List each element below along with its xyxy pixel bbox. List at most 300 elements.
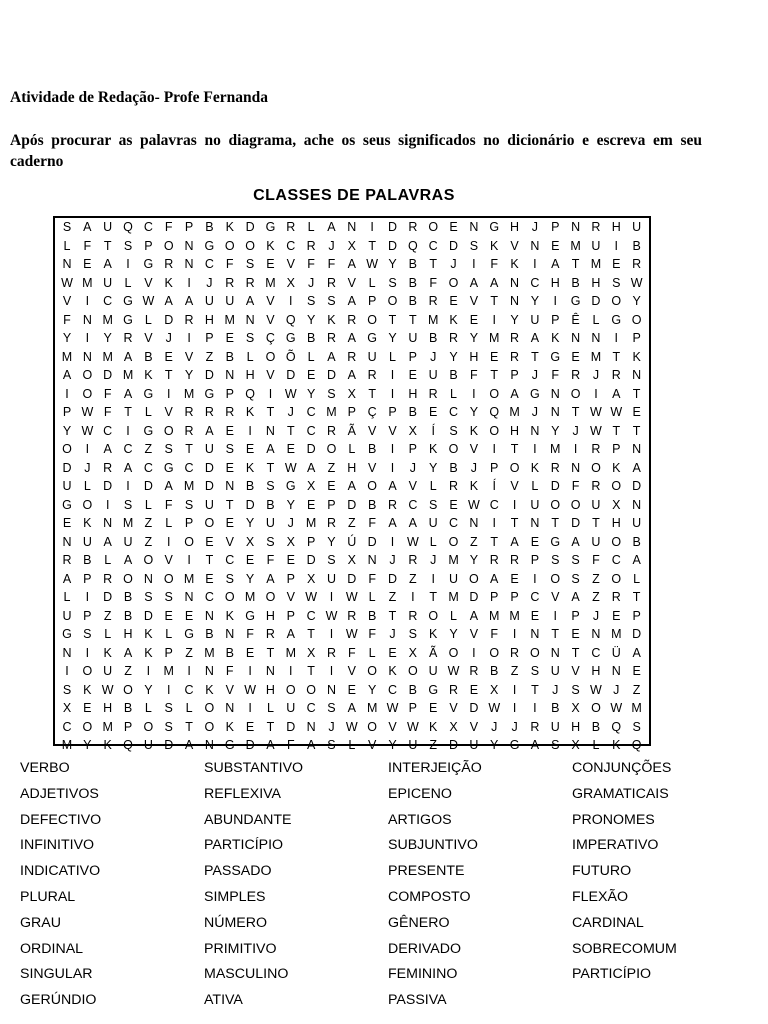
grid-letter[interactable]: Ç — [265, 331, 275, 345]
grid-letter[interactable]: B — [266, 497, 275, 512]
grid-letter[interactable]: V — [62, 294, 72, 308]
grid-letter[interactable]: K — [469, 423, 479, 438]
grid-letter[interactable]: Y — [62, 423, 72, 438]
grid-letter[interactable]: V — [225, 534, 234, 549]
grid-letter[interactable]: L — [165, 516, 173, 530]
grid-letter[interactable]: E — [530, 534, 540, 549]
grid-letter[interactable]: U — [204, 294, 214, 308]
grid-letter[interactable]: D — [387, 238, 398, 253]
grid-letter[interactable]: N — [510, 275, 520, 290]
grid-letter[interactable]: Q — [123, 220, 133, 234]
grid-letter[interactable]: U — [632, 220, 642, 234]
grid-letter[interactable]: I — [166, 682, 171, 697]
grid-letter[interactable]: A — [510, 534, 519, 549]
grid-letter[interactable]: V — [571, 664, 580, 678]
grid-letter[interactable]: R — [204, 405, 214, 419]
grid-letter[interactable]: V — [164, 405, 173, 419]
grid-letter[interactable]: P — [225, 386, 234, 401]
grid-letter[interactable]: R — [164, 257, 174, 271]
grid-letter[interactable]: D — [143, 608, 153, 623]
grid-letter[interactable]: T — [429, 257, 437, 271]
grid-letter[interactable]: E — [245, 442, 255, 456]
grid-letter[interactable]: K — [245, 405, 255, 419]
grid-letter[interactable]: E — [429, 701, 438, 715]
grid-letter[interactable]: E — [530, 608, 540, 623]
grid-letter[interactable]: Y — [632, 294, 641, 308]
grid-letter[interactable]: E — [612, 608, 621, 623]
grid-letter[interactable]: I — [614, 331, 619, 345]
grid-letter[interactable]: Í — [431, 423, 435, 438]
grid-letter[interactable]: A — [347, 368, 356, 382]
grid-letter[interactable]: M — [590, 257, 602, 271]
grid-letter[interactable]: X — [306, 645, 316, 660]
grid-letter[interactable]: W — [284, 460, 297, 475]
grid-letter[interactable]: I — [187, 275, 191, 290]
grid-letter[interactable]: T — [571, 405, 580, 419]
grid-letter[interactable]: E — [83, 257, 92, 271]
grid-letter[interactable]: G — [204, 386, 215, 401]
grid-letter[interactable]: A — [245, 294, 255, 308]
grid-letter[interactable]: F — [347, 645, 356, 660]
grid-letter[interactable]: N — [326, 682, 336, 697]
grid-letter[interactable]: Q — [489, 405, 500, 419]
grid-letter[interactable]: T — [531, 682, 539, 697]
grid-letter[interactable]: R — [571, 368, 581, 382]
grid-letter[interactable]: F — [164, 220, 173, 234]
grid-letter[interactable]: T — [612, 349, 621, 364]
grid-letter[interactable]: U — [82, 534, 92, 549]
grid-letter[interactable]: Q — [123, 738, 133, 752]
grid-letter[interactable]: K — [327, 312, 336, 327]
grid-letter[interactable]: K — [449, 312, 458, 327]
grid-letter[interactable]: S — [327, 386, 336, 401]
grid-letter[interactable]: H — [408, 386, 418, 401]
grid-letter[interactable]: D — [286, 719, 296, 734]
grid-letter[interactable]: W — [305, 590, 318, 604]
grid-letter[interactable]: L — [368, 645, 376, 660]
grid-letter[interactable]: V — [510, 479, 519, 493]
grid-letter[interactable]: J — [287, 405, 294, 419]
grid-letter[interactable]: P — [83, 571, 92, 586]
grid-letter[interactable]: L — [368, 275, 376, 290]
grid-letter[interactable]: W — [325, 608, 338, 623]
grid-letter[interactable]: V — [184, 349, 194, 364]
grid-letter[interactable]: Q — [611, 719, 622, 734]
grid-letter[interactable]: R — [347, 312, 357, 327]
grid-letter[interactable]: C — [143, 460, 153, 475]
grid-letter[interactable]: Y — [103, 331, 112, 345]
grid-letter[interactable]: O — [204, 516, 215, 530]
grid-letter[interactable]: N — [225, 701, 235, 715]
grid-letter[interactable]: R — [326, 423, 336, 438]
grid-letter[interactable]: V — [367, 460, 377, 475]
grid-letter[interactable]: C — [103, 294, 113, 308]
grid-letter[interactable]: X — [571, 701, 580, 715]
grid-letter[interactable]: K — [612, 460, 621, 475]
grid-letter[interactable]: B — [449, 460, 458, 475]
grid-letter[interactable]: A — [327, 349, 336, 364]
grid-letter[interactable]: F — [286, 738, 295, 752]
grid-letter[interactable]: V — [266, 294, 275, 308]
grid-letter[interactable]: W — [366, 257, 379, 271]
grid-letter[interactable]: I — [512, 497, 517, 512]
grid-letter[interactable]: F — [225, 664, 234, 678]
grid-letter[interactable]: E — [225, 516, 234, 530]
grid-letter[interactable]: M — [183, 571, 195, 586]
grid-letter[interactable]: N — [530, 238, 540, 253]
grid-letter[interactable]: R — [611, 368, 621, 382]
grid-letter[interactable]: T — [388, 608, 397, 623]
grid-letter[interactable]: O — [204, 701, 215, 715]
grid-letter[interactable]: I — [248, 701, 252, 715]
grid-letter[interactable]: N — [510, 294, 520, 308]
grid-letter[interactable]: K — [205, 682, 214, 697]
grid-letter[interactable]: N — [204, 608, 214, 623]
grid-letter[interactable]: T — [571, 645, 580, 660]
grid-letter[interactable]: A — [510, 386, 519, 401]
grid-letter[interactable]: K — [388, 664, 397, 678]
grid-letter[interactable]: D — [245, 220, 255, 234]
grid-letter[interactable]: Q — [285, 312, 296, 327]
grid-letter[interactable]: P — [286, 571, 295, 586]
grid-letter[interactable]: Z — [327, 460, 336, 475]
grid-letter[interactable]: L — [307, 220, 315, 234]
grid-letter[interactable]: K — [510, 257, 519, 271]
grid-letter[interactable]: T — [551, 627, 560, 641]
grid-letter[interactable]: R — [387, 497, 398, 512]
grid-letter[interactable]: Y — [490, 738, 499, 752]
grid-letter[interactable]: E — [388, 645, 397, 660]
grid-letter[interactable]: U — [225, 294, 235, 308]
grid-letter[interactable]: B — [408, 275, 418, 290]
grid-letter[interactable]: B — [123, 701, 133, 715]
grid-letter[interactable]: N — [103, 516, 113, 530]
grid-letter[interactable]: O — [326, 442, 337, 456]
grid-letter[interactable]: O — [224, 238, 235, 253]
grid-letter[interactable]: E — [449, 497, 458, 512]
grid-letter[interactable]: W — [610, 701, 623, 715]
grid-letter[interactable]: L — [429, 534, 437, 549]
grid-letter[interactable]: D — [632, 479, 642, 493]
grid-letter[interactable]: N — [225, 368, 235, 382]
grid-letter[interactable]: E — [225, 331, 234, 345]
grid-letter[interactable]: I — [187, 331, 191, 345]
grid-letter[interactable]: J — [308, 275, 315, 290]
grid-letter[interactable]: H — [265, 682, 275, 697]
grid-letter[interactable]: I — [85, 294, 90, 308]
grid-letter[interactable]: X — [286, 534, 295, 549]
grid-letter[interactable]: S — [62, 220, 72, 234]
grid-letter[interactable]: T — [571, 257, 580, 271]
grid-letter[interactable]: B — [408, 405, 418, 419]
grid-letter[interactable]: V — [469, 294, 479, 308]
grid-letter[interactable]: R — [449, 682, 459, 697]
grid-letter[interactable]: P — [510, 590, 519, 604]
grid-letter[interactable]: D — [367, 534, 377, 549]
grid-letter[interactable]: W — [590, 682, 602, 697]
grid-letter[interactable]: C — [143, 220, 153, 234]
grid-letter[interactable]: I — [105, 497, 110, 512]
grid-letter[interactable]: R — [347, 608, 357, 623]
grid-letter[interactable]: R — [326, 516, 336, 530]
grid-letter[interactable]: S — [612, 275, 621, 290]
grid-letter[interactable]: Y — [245, 516, 255, 530]
grid-letter[interactable]: E — [449, 294, 458, 308]
grid-letter[interactable]: F — [368, 627, 376, 641]
grid-letter[interactable]: E — [205, 571, 214, 586]
grid-letter[interactable]: P — [571, 608, 580, 623]
grid-letter[interactable]: L — [592, 312, 600, 327]
grid-letter[interactable]: A — [62, 368, 72, 382]
grid-letter[interactable]: Y — [286, 497, 295, 512]
grid-letter[interactable]: G — [550, 349, 561, 364]
grid-letter[interactable]: U — [265, 516, 275, 530]
grid-letter[interactable]: S — [164, 590, 173, 604]
grid-letter[interactable]: C — [103, 423, 113, 438]
grid-letter[interactable]: P — [490, 590, 499, 604]
grid-letter[interactable]: N — [530, 423, 540, 438]
grid-letter[interactable]: I — [573, 442, 578, 456]
grid-letter[interactable]: A — [306, 738, 316, 752]
grid-letter[interactable]: T — [368, 386, 376, 401]
grid-letter[interactable]: I — [329, 627, 334, 641]
grid-letter[interactable]: E — [490, 349, 499, 364]
grid-letter[interactable]: S — [632, 719, 641, 734]
grid-letter[interactable]: I — [390, 460, 395, 475]
grid-letter[interactable]: A — [347, 701, 356, 715]
grid-letter[interactable]: F — [327, 257, 336, 271]
grid-letter[interactable]: T — [632, 590, 641, 604]
grid-letter[interactable]: S — [327, 294, 336, 308]
grid-letter[interactable]: L — [450, 386, 457, 401]
grid-letter[interactable]: T — [531, 349, 539, 364]
grid-letter[interactable]: A — [266, 571, 275, 586]
grid-letter[interactable]: F — [592, 553, 600, 567]
grid-letter[interactable]: E — [306, 368, 316, 382]
grid-letter[interactable]: F — [490, 627, 499, 641]
grid-letter[interactable]: H — [123, 627, 133, 641]
grid-letter[interactable]: R — [591, 220, 601, 234]
grid-letter[interactable]: W — [345, 627, 358, 641]
grid-letter[interactable]: N — [550, 405, 560, 419]
grid-letter[interactable]: G — [285, 331, 296, 345]
grid-letter[interactable]: H — [204, 312, 214, 327]
grid-letter[interactable]: G — [611, 312, 622, 327]
grid-letter[interactable]: M — [122, 516, 134, 530]
grid-letter[interactable]: K — [490, 238, 499, 253]
grid-letter[interactable]: M — [448, 553, 459, 567]
grid-letter[interactable]: F — [429, 275, 437, 290]
grid-letter[interactable]: D — [204, 368, 214, 382]
grid-letter[interactable]: Y — [388, 738, 397, 752]
grid-letter[interactable]: D — [632, 627, 642, 641]
grid-letter[interactable]: D — [591, 294, 601, 308]
grid-letter[interactable]: O — [448, 442, 459, 456]
grid-letter[interactable]: F — [246, 627, 254, 641]
grid-letter[interactable]: V — [469, 719, 479, 734]
grid-letter[interactable]: S — [551, 553, 560, 567]
grid-letter[interactable]: R — [591, 442, 601, 456]
grid-letter[interactable]: C — [428, 238, 438, 253]
grid-letter[interactable]: A — [266, 442, 275, 456]
grid-letter[interactable]: M — [61, 349, 73, 364]
grid-letter[interactable]: H — [611, 220, 621, 234]
grid-letter[interactable]: E — [571, 349, 580, 364]
grid-letter[interactable]: F — [83, 238, 92, 253]
grid-letter[interactable]: O — [611, 294, 622, 308]
grid-letter[interactable]: O — [611, 571, 622, 586]
grid-letter[interactable]: J — [328, 238, 335, 253]
grid-letter[interactable]: O — [62, 442, 72, 456]
grid-letter[interactable]: M — [183, 386, 195, 401]
grid-letter[interactable]: I — [289, 294, 293, 308]
grid-letter[interactable]: J — [552, 682, 559, 697]
grid-letter[interactable]: I — [533, 571, 537, 586]
grid-letter[interactable]: M — [285, 645, 296, 660]
grid-letter[interactable]: B — [306, 331, 316, 345]
grid-letter[interactable]: V — [367, 423, 377, 438]
grid-letter[interactable]: N — [82, 312, 92, 327]
grid-letter[interactable]: S — [571, 553, 580, 567]
grid-letter[interactable]: Z — [144, 442, 153, 456]
grid-letter[interactable]: V — [266, 312, 275, 327]
grid-letter[interactable]: L — [429, 479, 437, 493]
grid-letter[interactable]: L — [144, 701, 152, 715]
grid-letter[interactable]: D — [103, 479, 113, 493]
grid-letter[interactable]: O — [367, 719, 378, 734]
grid-letter[interactable]: O — [489, 386, 500, 401]
grid-letter[interactable]: O — [448, 534, 459, 549]
grid-letter[interactable]: R — [550, 460, 560, 475]
grid-letter[interactable]: X — [571, 738, 580, 752]
grid-letter[interactable]: F — [490, 257, 499, 271]
grid-letter[interactable]: A — [530, 738, 540, 752]
grid-letter[interactable]: X — [408, 423, 418, 438]
grid-letter[interactable]: R — [408, 553, 418, 567]
grid-letter[interactable]: L — [144, 405, 152, 419]
grid-letter[interactable]: J — [531, 368, 539, 382]
grid-letter[interactable]: O — [407, 664, 418, 678]
grid-letter[interactable]: G — [224, 738, 235, 752]
grid-letter[interactable]: L — [185, 701, 193, 715]
grid-letter[interactable]: W — [610, 405, 623, 419]
grid-letter[interactable]: H — [347, 460, 357, 475]
grid-letter[interactable]: W — [447, 664, 460, 678]
grid-letter[interactable]: N — [611, 664, 621, 678]
grid-letter[interactable]: L — [63, 238, 71, 253]
grid-letter[interactable]: E — [245, 645, 255, 660]
grid-letter[interactable]: I — [187, 664, 191, 678]
grid-letter[interactable]: W — [345, 590, 358, 604]
grid-letter[interactable]: C — [449, 516, 459, 530]
grid-letter[interactable]: N — [225, 479, 235, 493]
grid-letter[interactable]: K — [83, 516, 92, 530]
grid-letter[interactable]: E — [632, 405, 641, 419]
grid-letter[interactable]: E — [245, 719, 255, 734]
grid-letter[interactable]: U — [62, 479, 72, 493]
grid-letter[interactable]: L — [246, 349, 254, 364]
grid-letter[interactable]: G — [489, 220, 500, 234]
grid-letter[interactable]: O — [123, 682, 133, 697]
grid-letter[interactable]: C — [204, 257, 214, 271]
grid-letter[interactable]: Ã — [429, 645, 438, 660]
grid-letter[interactable]: K — [225, 220, 234, 234]
grid-letter[interactable]: O — [245, 238, 255, 253]
grid-letter[interactable]: U — [469, 738, 479, 752]
grid-letter[interactable]: X — [449, 719, 458, 734]
grid-letter[interactable]: E — [286, 553, 295, 567]
grid-letter[interactable]: B — [245, 479, 255, 493]
grid-letter[interactable]: I — [166, 534, 171, 549]
grid-letter[interactable]: F — [225, 257, 234, 271]
grid-letter[interactable]: I — [512, 682, 517, 697]
grid-letter[interactable]: I — [85, 590, 90, 604]
grid-letter[interactable]: U — [143, 738, 153, 752]
grid-letter[interactable]: J — [430, 349, 437, 364]
grid-letter[interactable]: K — [429, 719, 438, 734]
grid-letter[interactable]: D — [326, 368, 336, 382]
grid-letter[interactable]: Z — [632, 682, 641, 697]
grid-letter[interactable]: B — [449, 368, 458, 382]
grid-letter[interactable]: A — [530, 331, 540, 345]
grid-letter[interactable]: O — [489, 645, 500, 660]
grid-letter[interactable]: V — [347, 275, 356, 290]
grid-letter[interactable]: B — [408, 682, 418, 697]
grid-letter[interactable]: T — [551, 516, 560, 530]
grid-letter[interactable]: Y — [429, 460, 438, 475]
grid-letter[interactable]: O — [387, 294, 398, 308]
grid-letter[interactable]: I — [65, 664, 69, 678]
grid-letter[interactable]: R — [449, 331, 459, 345]
grid-letter[interactable]: G — [143, 423, 154, 438]
grid-letter[interactable]: E — [286, 442, 295, 456]
grid-letter[interactable]: D — [469, 590, 479, 604]
grid-letter[interactable]: N — [571, 331, 581, 345]
grid-letter[interactable]: S — [266, 534, 275, 549]
grid-letter[interactable]: N — [469, 516, 479, 530]
grid-letter[interactable]: A — [123, 645, 133, 660]
grid-letter[interactable]: X — [408, 645, 418, 660]
grid-letter[interactable]: U — [103, 220, 113, 234]
grid-letter[interactable]: D — [306, 553, 316, 567]
grid-letter[interactable]: O — [570, 497, 581, 512]
grid-letter[interactable]: B — [123, 608, 133, 623]
grid-letter[interactable]: V — [286, 257, 295, 271]
grid-letter[interactable]: R — [225, 405, 235, 419]
grid-letter[interactable]: O — [265, 349, 276, 364]
grid-letter[interactable]: Y — [62, 331, 72, 345]
grid-letter[interactable]: T — [185, 442, 193, 456]
grid-letter[interactable]: G — [123, 312, 133, 327]
grid-letter[interactable]: C — [449, 405, 459, 419]
grid-letter[interactable]: G — [184, 627, 194, 641]
grid-letter[interactable]: O — [82, 386, 93, 401]
grid-letter[interactable]: C — [408, 497, 418, 512]
grid-letter[interactable]: T — [490, 294, 499, 308]
grid-letter[interactable]: C — [306, 405, 316, 419]
grid-letter[interactable]: B — [367, 442, 377, 456]
grid-letter[interactable]: I — [390, 442, 395, 456]
grid-letter[interactable]: I — [512, 627, 517, 641]
grid-letter[interactable]: E — [164, 349, 173, 364]
grid-letter[interactable]: R — [306, 238, 316, 253]
grid-letter[interactable]: X — [62, 701, 72, 715]
grid-letter[interactable]: A — [83, 220, 92, 234]
grid-letter[interactable]: T — [266, 460, 275, 475]
grid-letter[interactable]: V — [266, 368, 275, 382]
grid-letter[interactable]: P — [612, 442, 621, 456]
grid-letter[interactable]: H — [591, 664, 601, 678]
